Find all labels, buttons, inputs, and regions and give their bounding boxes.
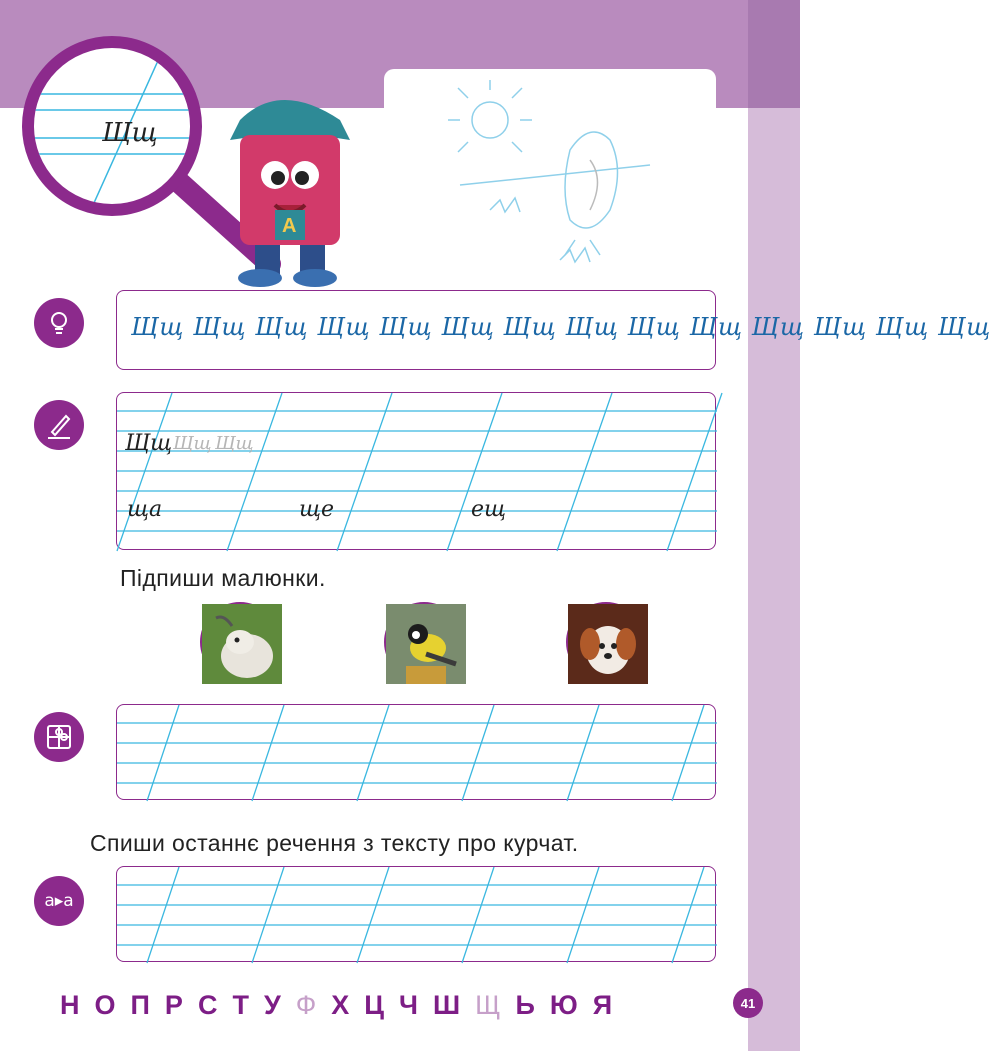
instruction-copy-sentence: Спиши останнє речення з тексту про курчат. <box>90 830 579 856</box>
alphabet-letter: Т <box>232 990 249 1020</box>
puzzle-icon <box>34 712 84 762</box>
sentence-writing-lines <box>116 866 716 962</box>
pen-icon <box>34 400 84 450</box>
syllable-2: ще <box>299 497 335 522</box>
svg-text:A: A <box>282 215 297 237</box>
alphabet-letter: Х <box>331 990 350 1020</box>
mascot-illustration <box>200 80 360 290</box>
alphabet-letter: П <box>130 990 150 1020</box>
alphabet-letter: Ь <box>515 990 535 1020</box>
syllable-3: ещ <box>471 497 507 522</box>
side-band <box>748 108 800 1051</box>
alphabet-letter: Н <box>60 990 80 1020</box>
alphabet-letter: Ч <box>399 990 418 1020</box>
alphabet-letter: Р <box>164 990 183 1020</box>
titmouse-photo <box>384 602 464 682</box>
alphabet-letter-light: Щ <box>475 990 501 1020</box>
print-to-cursive-icon: а▸а <box>34 876 84 926</box>
caption-writing-lines <box>116 704 716 800</box>
writing-sample-1: Щщ <box>125 431 173 456</box>
alphabet-letter: Ш <box>433 990 461 1020</box>
alphabet-letter: Ц <box>364 990 385 1020</box>
top-right-corner <box>748 0 800 108</box>
writing-ghost-2: Щщ <box>215 433 254 454</box>
puppy-photo <box>566 602 646 682</box>
magnifier-illustration <box>20 34 220 264</box>
instruction-caption-pictures: Підпиши малюнки. <box>120 565 326 591</box>
alphabet-letter: Я <box>592 990 613 1020</box>
writing-lines <box>116 392 716 550</box>
syllable-1: ща <box>127 497 163 522</box>
goat-photo <box>200 602 280 682</box>
lightbulb-icon <box>34 298 84 348</box>
alphabet-letter: Ю <box>549 990 578 1020</box>
tracing-row <box>116 290 991 370</box>
alphabet-strip <box>60 990 627 1021</box>
writing-ghost-1: Щщ <box>173 433 212 454</box>
alphabet-letter: О <box>94 990 116 1020</box>
alphabet-letter: С <box>197 990 218 1020</box>
alphabet-letter-light: Ф <box>295 990 317 1020</box>
sun-and-bird-sketch <box>440 80 660 280</box>
alphabet-letter: У <box>263 990 281 1020</box>
tracing-samples: Щщ Щщ Щщ Щщ Щщ Щщ Щщ Щщ Щщ Щщ Щщ Щщ Щщ Щщ <box>131 313 991 341</box>
page-number: 41 <box>733 988 763 1018</box>
magnifier-letter: Щщ <box>102 118 158 148</box>
